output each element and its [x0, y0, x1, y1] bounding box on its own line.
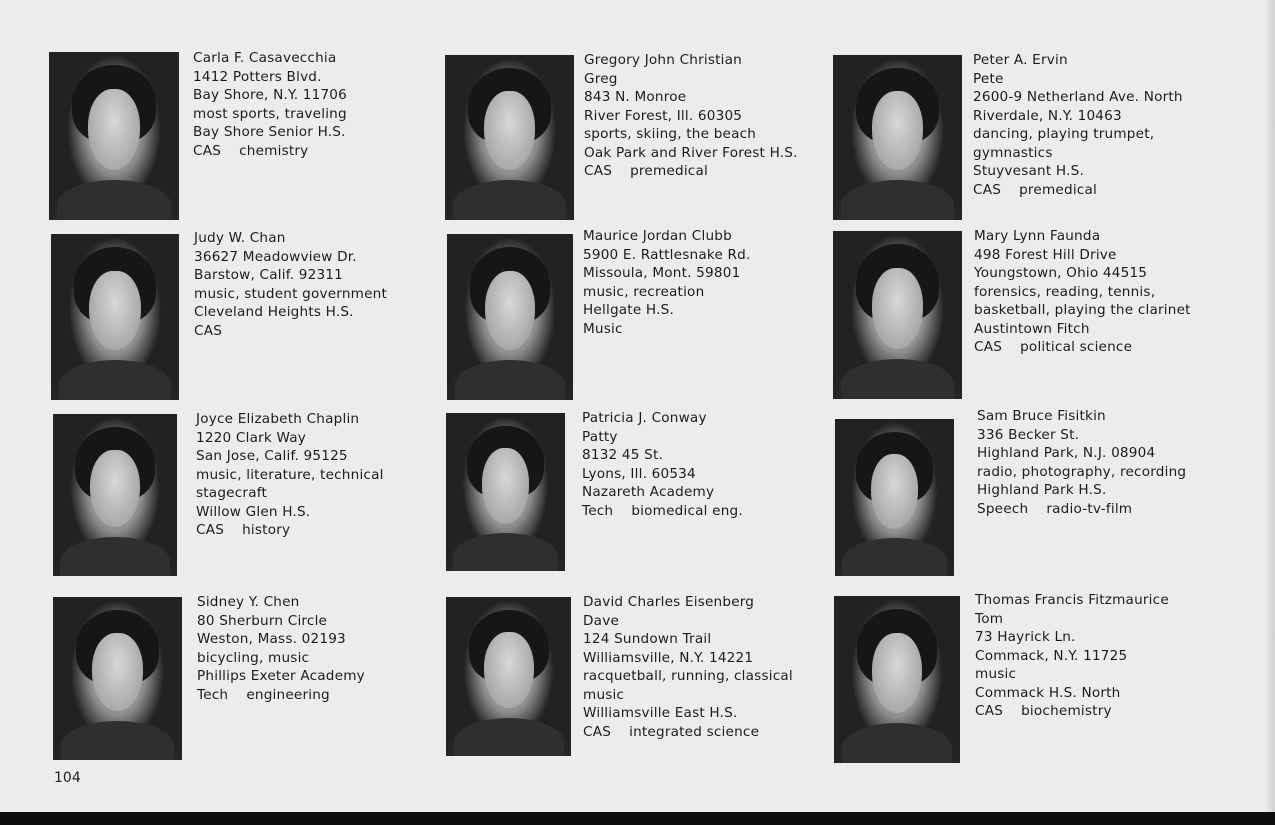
info-line: 80 Sherburn Circle	[197, 612, 328, 629]
info-line: music, literature, technical	[196, 466, 384, 483]
info-line: Patty	[582, 428, 618, 445]
info-line: Dave	[583, 612, 620, 629]
student-photo	[835, 419, 954, 576]
info-line: 843 N. Monroe	[584, 89, 687, 105]
info-line: music	[975, 666, 1017, 682]
info-line: CAS integrated science	[583, 723, 760, 740]
info-line: 73 Hayrick Ln.	[975, 629, 1076, 645]
info-line: forensics, reading, tennis,	[974, 283, 1156, 300]
info-line: CAS chemistry	[193, 142, 309, 159]
info-line: stagecraft	[196, 485, 268, 501]
info-line: Weston, Mass. 02193	[197, 631, 346, 647]
page-edge-shadow	[1265, 0, 1275, 812]
info-line: basketball, playing the clarinet	[974, 302, 1191, 318]
student-name: Joyce Elizabeth Chaplin	[196, 411, 360, 427]
student-info	[194, 229, 387, 340]
info-line: gymnastics	[973, 144, 1053, 161]
page-number: 104	[54, 770, 81, 786]
info-line: 1412 Potters Blvd.	[193, 68, 322, 85]
student-name: Sidney Y. Chen	[197, 594, 300, 610]
info-line: Commack H.S. North	[975, 684, 1121, 701]
student-info	[973, 51, 1183, 199]
info-line: CAS premedical	[973, 181, 1097, 198]
student-info	[196, 410, 384, 540]
info-line: Tech engineering	[197, 686, 330, 703]
info-line: Cleveland Heights H.S.	[194, 304, 354, 320]
info-line: music, student government	[194, 285, 387, 302]
info-line: Barstow, Calif. 92311	[194, 267, 343, 283]
student-name: Maurice Jordan Clubb	[583, 228, 732, 244]
info-line: 36627 Meadowview Dr.	[194, 248, 357, 265]
info-line: 498 Forest Hill Drive	[974, 246, 1117, 263]
student-name: Patricia J. Conway	[582, 410, 707, 426]
student-photo	[447, 234, 573, 400]
info-line: CAS	[194, 322, 223, 339]
student-photo	[834, 596, 960, 763]
student-info	[582, 409, 743, 520]
info-line: Williamsville East H.S.	[583, 705, 738, 721]
student-name: Carla F. Casavecchia	[193, 50, 337, 66]
info-line: racquetball, running, classical	[583, 668, 793, 684]
info-line: Tom	[975, 610, 1004, 627]
info-line: 2600-9 Netherland Ave. North	[973, 89, 1183, 105]
info-line: bicycling, music	[197, 649, 310, 666]
info-line: Missoula, Mont. 59801	[583, 265, 741, 281]
student-photo	[446, 413, 565, 571]
info-line: Highland Park H.S.	[977, 482, 1107, 498]
student-name: Thomas Francis Fitzmaurice	[975, 592, 1169, 608]
student-photo	[445, 55, 574, 220]
info-line: 5900 E. Rattlesnake Rd.	[583, 246, 751, 263]
info-line: Austintown Fitch	[974, 320, 1090, 337]
info-line: Phillips Exeter Academy	[197, 668, 365, 684]
info-line: 124 Sundown Trail	[583, 631, 712, 647]
info-line: Riverdale, N.Y. 10463	[973, 107, 1122, 124]
student-info	[197, 593, 365, 704]
info-line: sports, skiing, the beach	[584, 126, 757, 142]
student-photo	[53, 414, 177, 576]
student-info	[583, 593, 793, 741]
student-info	[974, 227, 1191, 357]
info-line: 8132 45 St.	[582, 447, 664, 463]
info-line: music	[583, 686, 625, 703]
student-name: Sam Bruce Fisitkin	[977, 408, 1106, 424]
info-line: Hellgate H.S.	[583, 302, 674, 318]
info-line: Oak Park and River Forest H.S.	[584, 144, 798, 161]
student-name: Judy W. Chan	[194, 230, 286, 246]
info-line: Willow Glen H.S.	[196, 503, 311, 520]
student-photo	[49, 52, 179, 220]
student-name: Mary Lynn Faunda	[974, 228, 1101, 244]
info-line: CAS premedical	[584, 163, 708, 179]
student-info	[975, 591, 1169, 721]
info-line: Williamsville, N.Y. 14221	[583, 649, 754, 666]
info-line: Lyons, Ill. 60534	[582, 465, 696, 482]
info-line: 1220 Clark Way	[196, 429, 307, 446]
info-line: Commack, N.Y. 11725	[975, 647, 1128, 664]
student-name: David Charles Eisenberg	[583, 594, 755, 610]
info-line: CAS history	[196, 522, 291, 538]
info-line: Youngstown, Ohio 44515	[974, 265, 1148, 281]
info-line: San Jose, Calif. 95125	[196, 448, 348, 464]
student-name: Gregory John Christian	[584, 52, 742, 68]
info-line: CAS political science	[974, 339, 1133, 355]
info-line: Tech biomedical eng.	[582, 502, 743, 519]
info-line: Bay Shore Senior H.S.	[193, 124, 346, 140]
student-info	[583, 227, 751, 338]
info-line: Highland Park, N.J. 08904	[977, 445, 1156, 461]
info-line: Greg	[584, 70, 618, 87]
info-line: music, recreation	[583, 283, 705, 300]
info-line: radio, photography, recording	[977, 463, 1187, 480]
student-photo	[51, 234, 179, 400]
info-line: Stuyvesant H.S.	[973, 163, 1084, 179]
info-line: Speech radio-tv-film	[977, 500, 1133, 517]
student-photo	[833, 231, 962, 399]
info-line: Nazareth Academy	[582, 484, 715, 500]
info-line: Music	[583, 320, 623, 337]
student-info	[977, 407, 1186, 518]
info-line: most sports, traveling	[193, 105, 347, 122]
info-line: CAS biochemistry	[975, 703, 1112, 719]
student-info	[193, 49, 347, 160]
student-photo	[53, 597, 182, 760]
info-line: River Forest, Ill. 60305	[584, 107, 743, 124]
student-photo	[833, 55, 962, 220]
info-line: dancing, playing trumpet,	[973, 126, 1155, 142]
info-line: Bay Shore, N.Y. 11706	[193, 87, 348, 103]
student-info	[584, 51, 798, 181]
student-name: Peter A. Ervin	[973, 52, 1068, 68]
info-line: Pete	[973, 70, 1004, 87]
student-photo	[446, 597, 571, 756]
info-line: 336 Becker St.	[977, 426, 1080, 443]
